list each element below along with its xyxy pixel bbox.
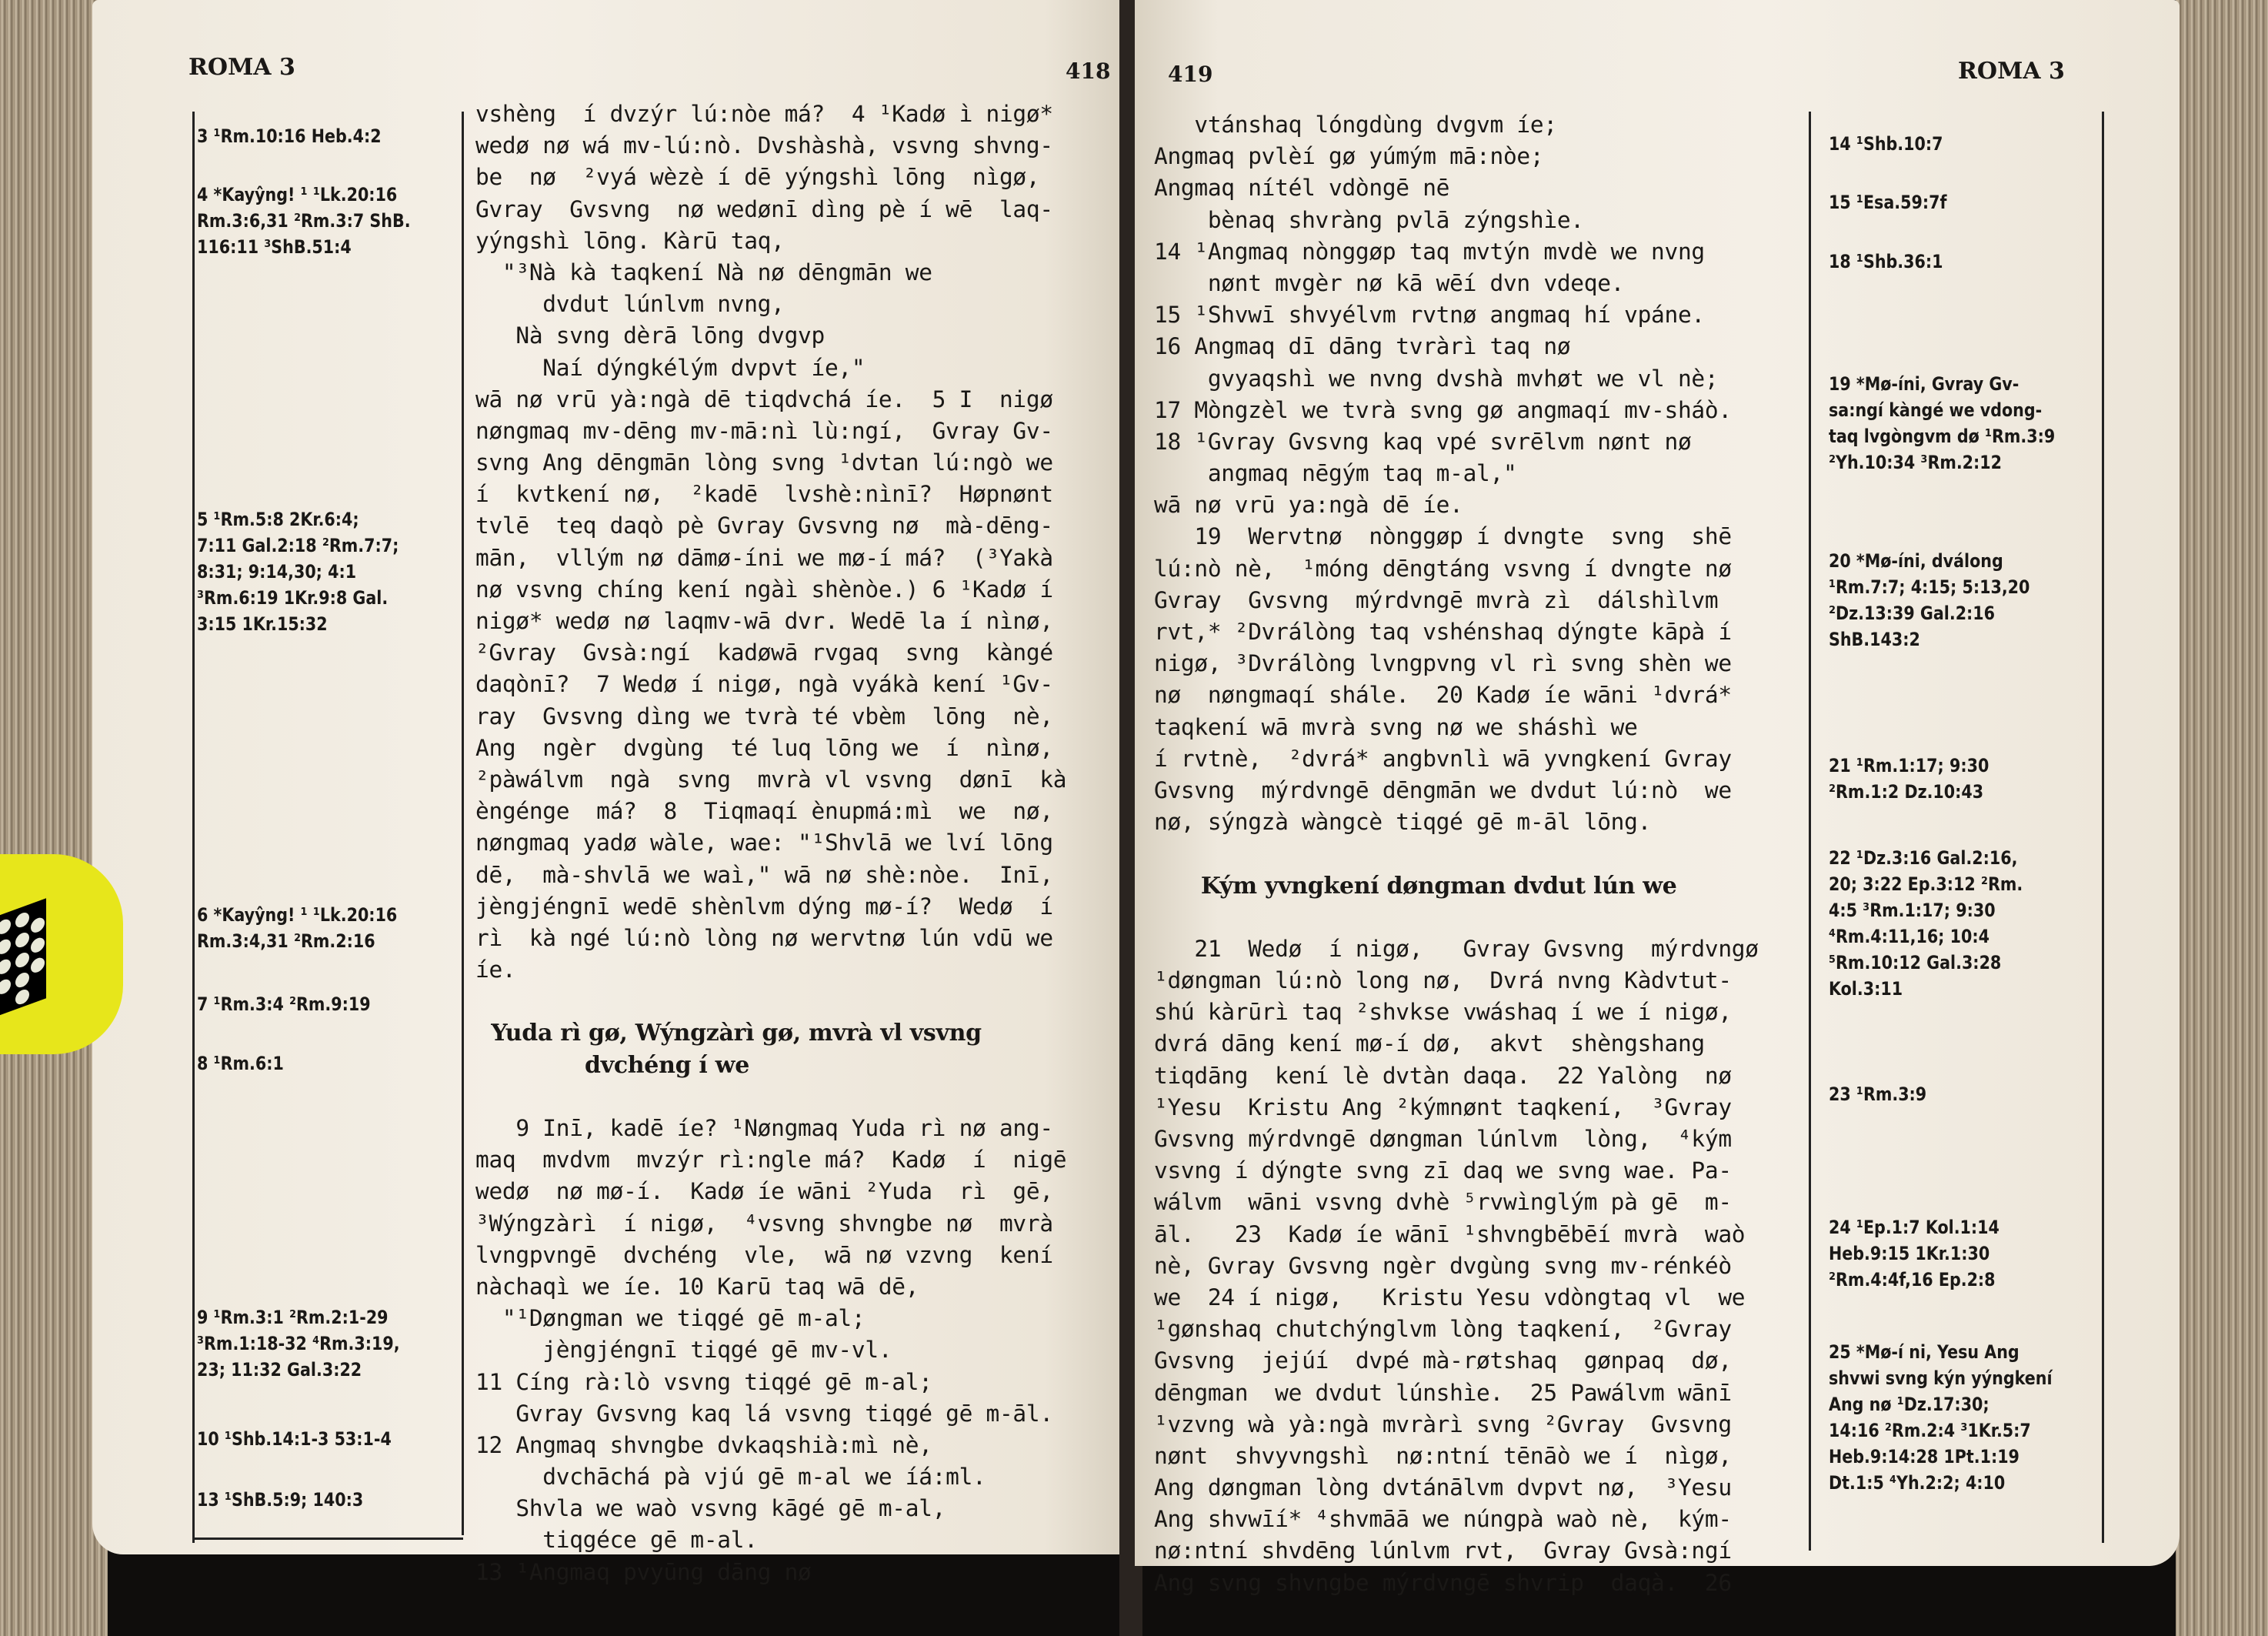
footnote-line: Heb.9:15 1Kr.1:30 <box>1829 1243 1990 1264</box>
text-line: dvchéng í we <box>475 1051 749 1079</box>
left-outer-rule <box>192 112 195 1543</box>
footnote-line: Dt.1:5 ⁴Yh.2:2; 4:10 <box>1829 1472 2006 1494</box>
text-line: nønt mvgèr nø kā wēí dvn vdeqe. <box>1154 269 1625 296</box>
bookmark-dot <box>15 987 29 1007</box>
footnote-block <box>197 1050 284 1077</box>
text-line: 19 Wervtnø nònggøp í dvngte svng shē <box>1154 523 1732 550</box>
footnote-line: 14:16 ²Rm.2:4 ³1Kr.5:7 <box>1829 1420 2031 1441</box>
text-line: bènaq shvràng pvlā zýngshìe. <box>1154 206 1584 233</box>
text-line: 9 Inī, kadē íe? ¹Nøngmaq Yuda rì nø ang- <box>475 1115 1053 1141</box>
footnote-line: ²Yh.10:34 ³Rm.2:12 <box>1829 452 2003 473</box>
text-line: nøngmaq yadø wàle, wae: "¹Shvlā we lví lōng <box>475 830 1053 856</box>
footnote-block <box>1829 845 2023 1002</box>
text-line: èngénge má? 8 Tiqmaqí ènupmá:mì we nø, <box>475 798 1053 825</box>
text-line: nigø* wedø nø laqmv-wā dvr. Wedē la í nìnø, <box>475 608 1053 634</box>
text-line: lú:nò nè, ¹móng dēngtáng vsvng í dvngte nø <box>1154 555 1732 582</box>
right-footnote-rule <box>1809 112 1811 1551</box>
footnote-block <box>1829 1214 2000 1293</box>
text-line: í kvtkení nø, ²kadē lvshè:nìnī? Høpnønt <box>475 481 1053 508</box>
bookmark-dot <box>15 950 29 970</box>
bookmark-dot <box>0 917 11 937</box>
text-line: 12 Angmaq shvngbe dvkaqshià:mì nè, <box>475 1431 932 1458</box>
text-line: nø vsvng chíng kení ngàì shènòe.) 6 ¹Kadø í <box>475 576 1053 603</box>
footnote-line: 18 ¹Shb.36:1 <box>1829 251 1943 272</box>
footnote-block <box>1829 249 1943 275</box>
footnote-line: 8:31; 9:14,30; 4:1 <box>197 561 357 583</box>
text-line: 16 Angmaq dī dāng tvràrì taq nø <box>1154 333 1571 360</box>
footnote-line: ⁵Rm.10:12 Gal.3:28 <box>1829 952 2002 973</box>
footnote-block <box>1829 1081 1926 1107</box>
text-line: ²pàwálvm ngà svng mvrà vl vsvng dønī kà <box>475 766 1067 793</box>
text-line: nønt shvyvngshì nø:ntní tēnāò we í nìgø, <box>1154 1442 1732 1469</box>
footnote-line: 5 ¹Rm.5:8 2Kr.6:4; <box>197 509 359 530</box>
footnote-line: taq lvgòngvm dø ¹Rm.3:9 <box>1829 426 2056 447</box>
left-page <box>92 0 1127 1585</box>
text-line: tvlē teq daqò pè Gvray Gvsvng nø mà-dēng- <box>475 513 1053 539</box>
left-page-number: 418 <box>1066 58 1111 84</box>
text-line: í rvtnè, ²dvrá* angbvnlì wā yvngkení Gvray <box>1154 745 1732 772</box>
text-line: "³Nà kà taqkení Nà nø dēngmān we <box>475 259 932 285</box>
footnote-line: 14 ¹Shb.10:7 <box>1829 133 1943 155</box>
footnote-line: ³Rm.1:18-32 ⁴Rm.3:19, <box>197 1333 400 1354</box>
footnote-line: ¹Rm.7:7; 4:15; 5:13,20 <box>1829 576 2030 598</box>
footnote-line: 6 *Kayŷng! ¹ ¹Lk.20:16 <box>197 904 398 926</box>
book-edge-left <box>0 0 108 1636</box>
bookmark-dot <box>0 937 11 957</box>
text-line: ³Wýngzàrì í nigø, ⁴vsvng shvngbe nø mvrà <box>475 1210 1053 1237</box>
left-footnotes <box>197 0 462 1539</box>
footnote-line: ShB.143:2 <box>1829 629 1920 650</box>
bookmark-dot <box>0 977 11 997</box>
text-line: "¹Døngman we tiqgé gē m-al; <box>475 1305 866 1332</box>
text-line: dvrá dāng kení mø-í dø, akvt shèngshang <box>1154 1030 1705 1057</box>
text-line <box>1154 902 1759 933</box>
text-line: lvngpvngē dvchéng vle, wā nø vzvng kení <box>475 1241 1053 1268</box>
text-line: wedø nø wá mv-lú:nò. Dvshàshà, vsvng shvng- <box>475 132 1053 159</box>
footnote-line: 21 ¹Rm.1:17; 9:30 <box>1829 755 1990 776</box>
text-line <box>1154 838 1759 870</box>
text-line: nøngmaq mv-dēng mv-mā:nì lù:ngí, Gvray Gv- <box>475 417 1053 444</box>
footnote-line: ²Rm.1:2 Dz.10:43 <box>1829 781 1984 803</box>
footnote-block <box>197 1487 363 1513</box>
footnote-line: 9 ¹Rm.3:1 ²Rm.2:1-29 <box>197 1307 389 1328</box>
text-line: jèngjéngnī wedē shènlvm dýng mø-í? Wedø í <box>475 893 1053 920</box>
bookmark-dot <box>15 970 29 990</box>
footnote-block <box>1829 371 2055 476</box>
bookmark-dot <box>31 956 45 975</box>
text-line: nø nøngmaqí shále. 20 Kadø íe wāni ¹dvrá* <box>1154 682 1732 709</box>
footnote-block <box>1829 1339 2053 1496</box>
text-line: yýngshì lōng. Kàrū taq, <box>475 227 785 254</box>
text-line: nø:ntní shvdēng lúnlvm rvt, Gvray Gvsà:ngí <box>1154 1538 1732 1564</box>
footnote-block <box>197 1304 400 1383</box>
text-line: wedø nø mø-í. Kadø íe wāni ²Yuda rì gē, <box>475 1178 1053 1205</box>
text-line: 15 ¹Shvwī shvyélvm rvtnø angmaq hí vpáne. <box>1154 302 1705 329</box>
text-line: āl. 23 Kadø íe wānī ¹shvngbēbēí mvrà waò <box>1154 1220 1746 1247</box>
text-line: daqònī? 7 Wedø í nigø, ngà vyákà kení ¹Gv- <box>475 671 1053 698</box>
footnote-line: 3:15 1Kr.15:32 <box>197 613 328 635</box>
footnote-line: 15 ¹Esa.59:7f <box>1829 192 1947 213</box>
right-footnotes <box>1829 0 2093 1539</box>
text-line: 17 Mòngzèl we tvrà svng gø angmaqí mv-sháò. <box>1154 396 1732 423</box>
footnote-block <box>1829 548 2030 653</box>
footnote-line: 20; 3:22 Ep.3:12 ²Rm. <box>1829 873 2023 895</box>
text-line: nè, Gvray Gvsvng ngèr dvgùng svng mv-rénkéò <box>1154 1252 1732 1279</box>
text-line: ¹døngman lú:nò long nø, Dvrá nvng Kàdvtut- <box>1154 967 1732 994</box>
text-line: maq mvdvm mvzýr rì:ngle má? Kadø í nigē <box>475 1147 1067 1174</box>
left-text-column <box>475 98 1066 1588</box>
footnote-line: 3 ¹Rm.10:16 Heb.4:2 <box>197 125 382 147</box>
footnote-block <box>1829 131 1943 157</box>
text-line: jèngjéngnī tiqgé gē mv-vl. <box>475 1337 892 1364</box>
footnote-line: 13 ¹ShB.5:9; 140:3 <box>197 1489 364 1511</box>
bookmark-dot <box>15 930 29 950</box>
text-line: tiqgéce gē m-al. <box>475 1527 758 1554</box>
text-line <box>475 986 1066 1017</box>
bookmark-dot <box>31 936 45 955</box>
footnote-line: shvwi svng kýn yýngkení <box>1829 1367 2053 1389</box>
footnote-block <box>197 506 399 637</box>
bookmark-dot-pattern <box>0 898 46 1017</box>
text-line: shú kàrūrì taq ²shvkse vwáshaq í we í nigø, <box>1154 999 1732 1026</box>
footnote-block <box>1829 753 1989 805</box>
footnote-block <box>197 182 411 260</box>
footnote-line: 25 *Mø-í ni, Yesu Ang <box>1829 1341 2020 1363</box>
footnote-line: 10 ¹Shb.14:1-3 53:1-4 <box>197 1428 392 1450</box>
text-line: tiqdāng kení lè dvtàn daqa. 22 Yalòng nø <box>1154 1062 1732 1089</box>
text-line: taqkení wā mvrà svng nø we sháshì we <box>1154 713 1638 740</box>
right-running-header: ROMA 3 <box>1958 58 2065 85</box>
text-line: Ang døngman lòng dvtánālvm dvpvt nø, ³Yesu <box>1154 1474 1732 1501</box>
footnote-line: 4:5 ³Rm.1:17; 9:30 <box>1829 900 1996 921</box>
text-line: vtánshaq lóngdùng dvgvm íe; <box>1154 112 1557 138</box>
text-line: wā nø vrū yà:ngà dē tiqdvchá íe. 5 I nigø <box>475 386 1053 412</box>
text-line: rvt,* ²Dvrálòng taq vshénshaq dýngte kāpà í <box>1154 619 1732 645</box>
text-line: Gvray Gvsvng kaq lá vsvng tiqgé gē m-āl. <box>475 1400 1053 1427</box>
footnote-block <box>197 902 397 954</box>
text-line: vsvng í dýngte svng zī daq we svng wae. Pa- <box>1154 1157 1732 1184</box>
text-line: Gvsvng jejúí dvpé mà-røtshaq gønpaq dø, <box>1154 1347 1732 1374</box>
footnote-line: 22 ¹Dz.3:16 Gal.2:16, <box>1829 847 2018 869</box>
right-outer-rule <box>2102 112 2104 1543</box>
text-line: dvdut lúnlvm nvng, <box>475 291 785 318</box>
text-line: dvchāchá pà vjú gē m-al we íá:ml. <box>475 1464 986 1491</box>
text-line: ray Gvsvng dìng we tvrà té vbèm lōng nè, <box>475 703 1053 730</box>
text-line: nàchaqì we íe. 10 Karū taq wā dē, <box>475 1273 919 1300</box>
text-line: vshèng í dvzýr lú:nòe má? 4 ¹Kadø ì nigø* <box>475 101 1053 127</box>
left-running-header: ROMA 3 <box>188 54 295 81</box>
footnote-line: ²Rm.4:4f,16 Ep.2:8 <box>1829 1269 1996 1290</box>
footnote-block <box>197 123 382 149</box>
footnote-line: Kol.3:11 <box>1829 978 1903 1000</box>
text-line: 21 Wedø í nigø, Gvray Gvsvng mýrdvngø <box>1154 935 1759 962</box>
text-line: 11 Cíng rà:lò vsvng tiqgé gē m-al; <box>475 1368 932 1395</box>
text-line: Ang svng shvngbe mýrdvngē shvrip daqà. 26 <box>1154 1569 1732 1596</box>
footnote-line: 20 *Mø-íni, dválong <box>1829 550 2003 572</box>
bookmark-tab[interactable] <box>0 854 123 1054</box>
footnote-line: Heb.9:14:28 1Pt.1:19 <box>1829 1446 2020 1467</box>
footnote-line: 24 ¹Ep.1:7 Kol.1:14 <box>1829 1217 2000 1238</box>
text-line: Kým yvngkení døngman dvdut lún we <box>1154 872 1677 900</box>
left-footnote-rule <box>462 112 464 1535</box>
text-line: íe. <box>475 957 516 983</box>
text-line: Gvray Gvsvng mýrdvngē mvrà zì dálshìlvm <box>1154 586 1719 613</box>
text-line: gvyaqshì we nvng dvshà mvhøt we vl nè; <box>1154 365 1719 392</box>
footnote-line: Rm.3:4,31 ²Rm.2:16 <box>197 930 375 952</box>
text-line: rì kà ngé lú:nò lòng nø wervtnø lún vdū we <box>475 924 1053 951</box>
footnote-line: ⁴Rm.4:11,16; 10:4 <box>1829 926 1990 947</box>
text-line: Gvray Gvsvng nø wedønī dìng pè í wē laq- <box>475 195 1053 222</box>
right-page-number: 419 <box>1168 62 1213 87</box>
text-line: 14 ¹Angmaq nònggøp taq mvtýn mvdè we nvng <box>1154 238 1705 265</box>
footnote-line: Ang nø ¹Dz.17:30; <box>1829 1394 1990 1415</box>
footnote-line: sa:ngí kàngé we vdong- <box>1829 399 2043 421</box>
text-line: Angmaq pvlèí gø yúmým mā:nòe; <box>1154 143 1544 170</box>
text-line: ¹vzvng wà yà:ngà mvràrì svng ²Gvray Gvsvng <box>1154 1411 1732 1437</box>
text-line: nigø, ³Dvrálòng lvngpvng vl rì svng shèn we <box>1154 650 1732 677</box>
footnote-line: 8 ¹Rm.6:1 <box>197 1053 284 1074</box>
text-line: Shvla we waò vsvng kāgé gē m-al, <box>475 1495 946 1522</box>
right-text-column <box>1154 109 1759 1599</box>
text-line: Yuda rì gø, Wýngzàrì gø, mvrà vl vsvng <box>475 1020 982 1047</box>
text-line: wálvm wāni vsvng dvhè ⁵rvwìnglým pà gē m- <box>1154 1189 1732 1216</box>
text-line: Ang ngèr dvgùng té luq lōng we í nìnø, <box>475 734 1053 761</box>
footnote-line: 23; 11:32 Gal.3:22 <box>197 1359 362 1381</box>
footnote-line: 4 *Kayŷng! ¹ ¹Lk.20:16 <box>197 184 398 205</box>
footnote-line: 23 ¹Rm.3:9 <box>1829 1083 1927 1105</box>
text-line: Gvsvng mýrdvngē dēngmān we dvdut lú:nò we <box>1154 776 1732 803</box>
text-line: Naí dýngkélým dvpvt íe," <box>475 354 866 381</box>
footnote-block <box>197 991 371 1017</box>
book-edge-right <box>2176 0 2268 1636</box>
footnote-line: 7 ¹Rm.3:4 ²Rm.9:19 <box>197 993 371 1015</box>
text-line: Gvsvng mýrdvngē døngman lúnlvm lòng, ⁴kým <box>1154 1126 1732 1152</box>
text-line: be nø ²vyá wèzè í dē yýngshì lōng nìgø, <box>475 164 1040 191</box>
text-line: Ang shvwīí* ⁴shvmāā we núngpà waò nè, kým- <box>1154 1506 1732 1533</box>
text-line: ¹gønshaq chutchýnglvm lòng taqkení, ²Gvray <box>1154 1316 1732 1343</box>
text-line: wā nø vrū ya:ngà dē íe. <box>1154 492 1463 519</box>
footnote-line: ²Dz.13:39 Gal.2:16 <box>1829 603 1996 624</box>
text-line: nø, sýngzà wàngcè tiqgé gē m-āl lōng. <box>1154 809 1652 836</box>
text-line <box>475 1081 1066 1113</box>
text-line: dēngman we dvdut lúnshìe. 25 Pawálvm wānī <box>1154 1379 1732 1406</box>
footnote-line: Rm.3:6,31 ²Rm.3:7 ShB. <box>197 210 411 232</box>
text-line: ²Gvray Gvsà:ngí kadøwā rvgaq svng kàngé <box>475 639 1053 666</box>
right-page <box>1135 0 2180 1596</box>
text-line: ¹Yesu Kristu Ang ²kýmnønt taqkení, ³Gvray <box>1154 1093 1732 1120</box>
text-line: mān, vllým nø dāmø-íni we mø-í má? (³Yakà <box>475 544 1053 571</box>
text-line: svng Ang dēngmān lòng svng ¹dvtan lú:ngò we <box>475 449 1053 476</box>
footnote-line: 7:11 Gal.2:18 ²Rm.7:7; <box>197 535 399 556</box>
text-line: 18 ¹Gvray Gvsvng kaq vpé svrēlvm nønt nø <box>1154 428 1692 455</box>
text-line: Angmaq nítél vdòngē nē <box>1154 175 1450 202</box>
bookmark-dot <box>0 957 11 977</box>
text-line: 13 ¹Angmaq pvyūng dāng nø <box>475 1558 812 1585</box>
text-line: we 24 í nigø, Kristu Yesu vdòngtaq vl we <box>1154 1284 1746 1310</box>
text-line: dē, mà-shvlā we waì," wā nø shè:nòe. Inī, <box>475 861 1053 888</box>
footnote-block <box>197 1426 392 1452</box>
text-line: Nà svng dèrā lōng dvgvp <box>475 322 825 349</box>
bookmark-dot <box>31 916 45 935</box>
footnote-block <box>1829 189 1946 215</box>
bookmark-dot <box>15 910 29 930</box>
text-line: angmaq nēgým taq m-al," <box>1154 460 1517 487</box>
footnote-line: 116:11 ³ShB.51:4 <box>197 236 352 258</box>
footnote-line: 19 *Mø-íni, Gvray Gv- <box>1829 373 2020 395</box>
footnote-line: ³Rm.6:19 1Kr.9:8 Gal. <box>197 587 389 609</box>
